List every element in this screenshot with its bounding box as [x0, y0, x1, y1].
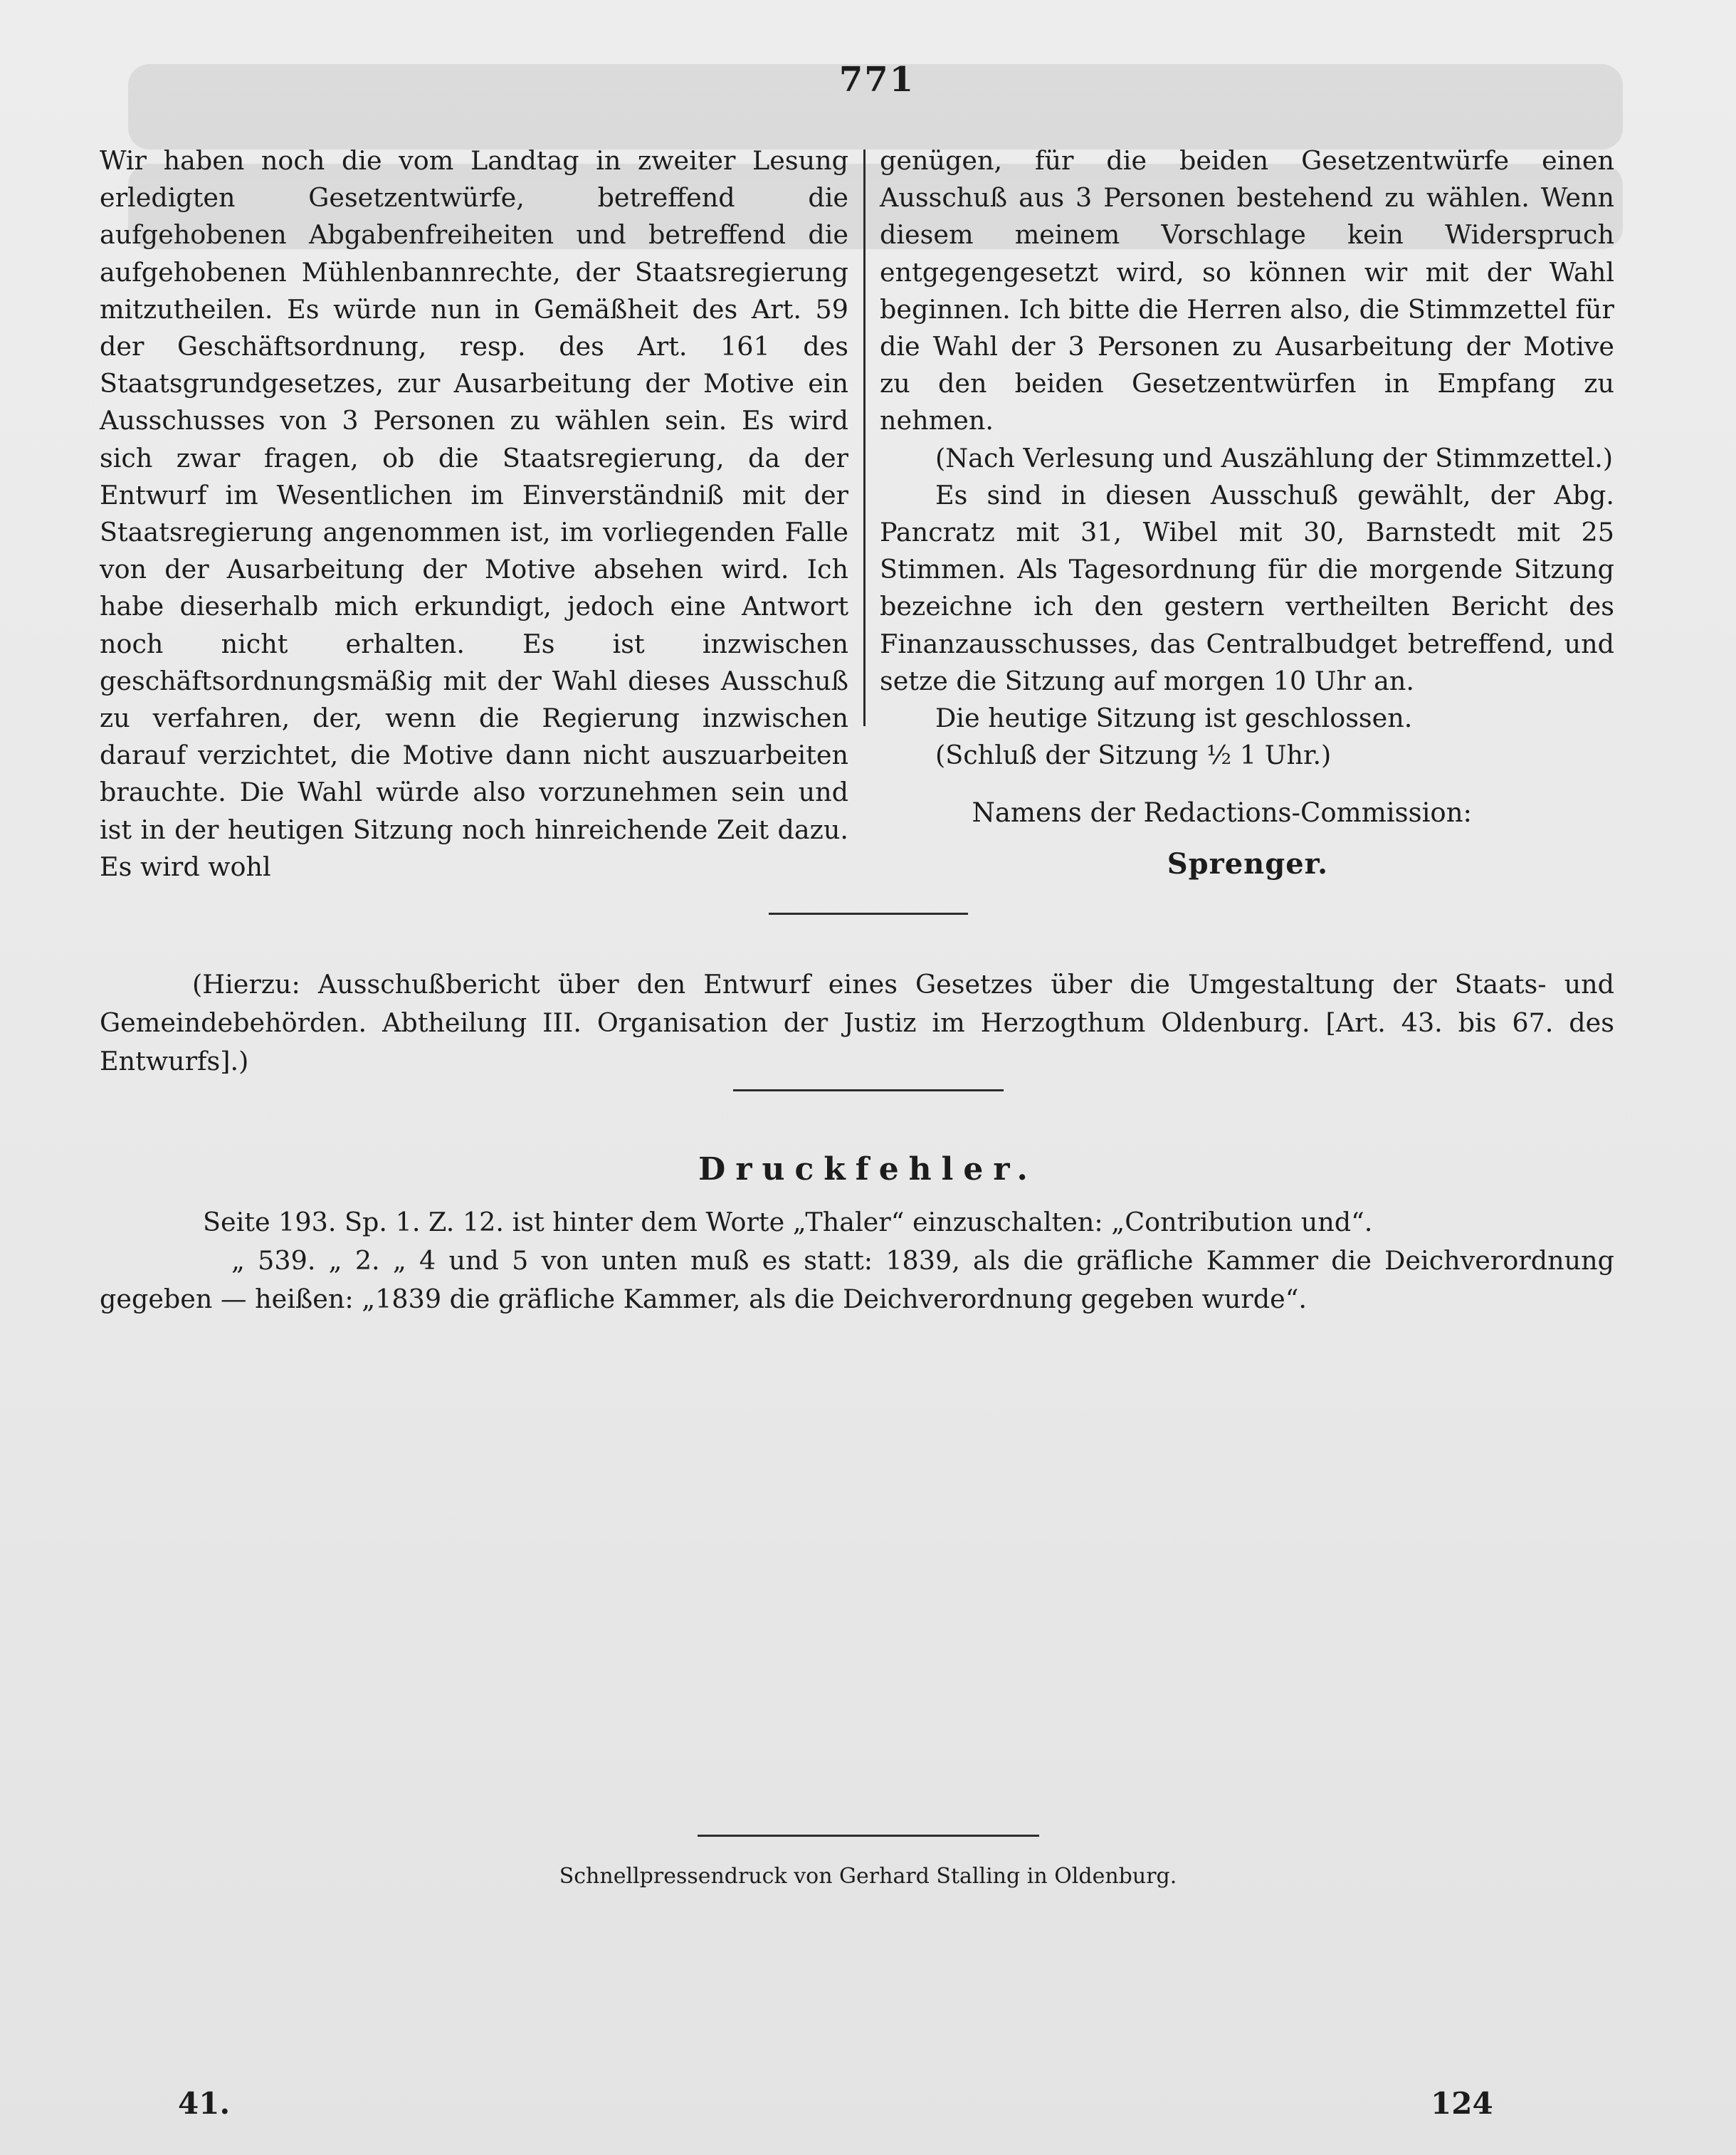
sheet-number: 124	[1431, 2086, 1493, 2121]
right-paragraph-3: Es sind in diesen Ausschuß gewählt, der Abg. Pancratz mit 31, Wibel mit 30, Barnstedt mit 25 Stimmen. Als Tagesordnung für die morgende Sitzung bezeichne ich den gestern vertheilten Bericht des Finanzausschusses, das Centralbudget betreffend, und setze die Sitzung auf morgen 10 Uhr an.	[880, 479, 1614, 696]
right-paragraph-4: Die heutige Sitzung ist geschlossen.	[935, 703, 1413, 734]
appendix-note-text: (Hierzu: Ausschußbericht über den Entwurf eines Gesetzes über die Umgestaltung der Staats- und Gemeindebehörden. Abtheilung III. Organisation der Justiz im Herzogthum Oldenburg. [Art. 43. bis 67. des Entwurfs].)	[100, 969, 1614, 1076]
errata-block	[100, 1203, 1614, 1318]
right-column	[880, 142, 1614, 774]
left-column-paragraph: Wir haben noch die vom Landtag in zweiter Lesung erledigten Gesetzentwürfe, betreffend die aufgehobenen Abgabenfreiheiten und betreffend die aufgehobenen Mühlenbannrechte, der Staatsregierung mitzutheilen. Es würde nun in Gemäßheit des Art. 59 der Geschäftsordnung, resp. des Art. 161 des Staatsgrundgesetzes, zur Ausarbeitung der Motive ein Ausschusses von 3 Personen zu wählen sein. Es wird sich zwar fragen, ob die Staatsregierung, da der Entwurf im Wesentlichen im Einverständniß mit der Staatsregierung angenommen ist, im vorliegenden Falle von der Ausarbeitung der Motive absehen wird. Ich habe dieserhalb mich erkundigt, jedoch eine Antwort noch nicht erhalten. Es ist inzwischen geschäftsordnungsmäßig mit der Wahl dieses Ausschuß zu verfahren, der, wenn die Regierung inzwischen darauf verzichtet, die Motive dann nicht auszuarbeiten brauchte. Die Wahl würde also vorzunehmen sein und ist in der heutigen Sitzung noch hinreichende Zeit dazu. Es wird wohl	[100, 145, 848, 882]
right-paragraph-2: (Nach Verlesung und Auszählung der Stimmzettel.)	[935, 442, 1614, 473]
printer-colophon: Schnellpressendruck von Gerhard Stalling in Oldenburg.	[559, 1864, 1177, 1889]
column-divider	[863, 150, 866, 726]
left-column	[100, 142, 848, 886]
signature-mark: 41.	[178, 2086, 231, 2121]
page-number: 771	[838, 60, 915, 100]
errata-line-1: Seite 193. Sp. 1. Z. 12. ist hinter dem Worte „Thaler“ einzuschalten: „Contribution und“.	[203, 1207, 1373, 1237]
section-rule-1	[769, 913, 968, 915]
right-paragraph-1: genügen, für die beiden Gesetzentwürfe einen Ausschuß aus 3 Personen bestehend zu wählen. Wenn diesem meinem Vorschlage kein Widerspruch entgegengesetzt wird, so können wir mit der Wahl beginnen. Ich bitte die Herren also, die Stimmzettel für die Wahl der 3 Personen zu Ausarbeitung der Motive zu den beiden Gesetzentwürfen in Empfang zu nehmen.	[880, 145, 1614, 436]
section-rule-2	[733, 1089, 1004, 1091]
right-paragraph-5: (Schluß der Sitzung ½ 1 Uhr.)	[935, 740, 1332, 771]
errata-heading: Druckfehler.	[698, 1151, 1038, 1187]
signoff-name: Sprenger.	[1167, 847, 1328, 881]
errata-line-2: „ 539. „ 2. „ 4 und 5 von unten muß es statt: 1839, als die gräfliche Kammer die Deichverordnung gegeben — heißen: „1839 die gräfliche Kammer, als die Deichverordnung gegeben wurde“.	[100, 1245, 1614, 1314]
colophon-rule	[698, 1835, 1039, 1837]
appendix-note	[100, 965, 1614, 1081]
signoff-label: Namens der Redactions-Commission:	[972, 797, 1472, 828]
